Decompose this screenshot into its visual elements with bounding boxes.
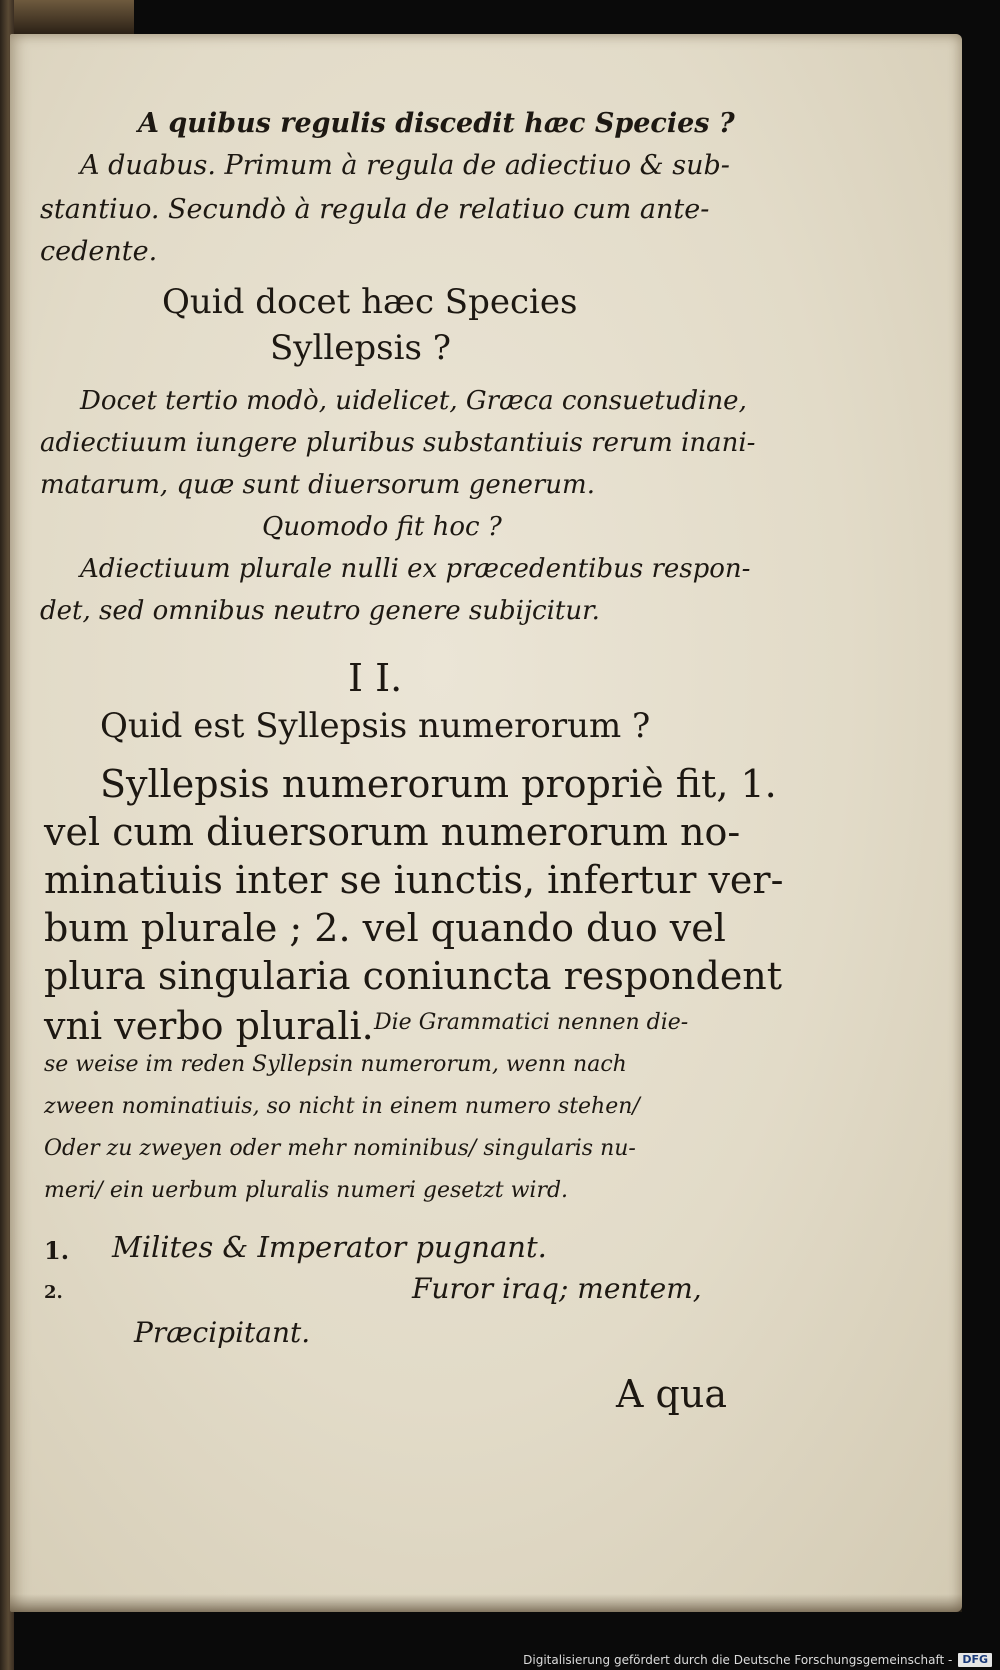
example-number: 2. — [44, 1282, 63, 1303]
example-line: Milites & Imperator pugnant. — [112, 1230, 547, 1264]
german-text-line: se weise im reden Syllepsin numerorum, wenn nach — [44, 1052, 627, 1077]
example-line: Furor iraq; mentem, — [412, 1272, 702, 1305]
question-heading: Syllepsis ? — [270, 328, 451, 368]
text-line: cedente. — [40, 236, 158, 267]
text-line: adiectiuum iungere pluribus substantiuis rerum inani- — [40, 428, 756, 458]
text-line: vni verbo plurali. — [44, 1004, 374, 1048]
digitization-footer — [523, 1651, 992, 1669]
footer-text: Digitalisierung gefördert durch die Deutsche Forschungsgemeinschaft - — [523, 1653, 953, 1667]
section-number: I I. — [348, 656, 403, 700]
text-line: minatiuis inter se iunctis, infertur ver- — [44, 858, 784, 902]
german-text-line: Oder zu zweyen oder mehr nominibus/ singularis nu- — [44, 1136, 636, 1161]
german-text-line: meri/ ein uerbum pluralis numeri gesetzt wird. — [44, 1178, 569, 1203]
question-heading: Quid docet hæc Species — [162, 282, 578, 322]
example-line: Præcipitant. — [134, 1316, 311, 1349]
text-line: A duabus. Primum à regula de adiectiuo & sub- — [80, 150, 730, 181]
text-line: det, sed omnibus neutro genere subijcitur. — [40, 596, 600, 626]
text-line: plura singularia coniuncta respondent — [44, 954, 783, 998]
example-number: 1. — [44, 1236, 70, 1265]
page-edge-shadow — [10, 1594, 962, 1612]
german-text-line: zween nominatiuis, so nicht in einem numero stehen/ — [44, 1094, 640, 1119]
catchword: A qua — [616, 1372, 727, 1416]
text-line: bum plurale ; 2. vel quando duo vel — [44, 906, 726, 950]
question-line: Quomodo fit hoc ? — [262, 512, 502, 542]
dfg-logo: DFG — [958, 1653, 992, 1667]
text-line: Docet tertio modò, uidelicet, Græca consuetudine, — [80, 386, 747, 416]
text-line: Syllepsis numerorum propriè fit, 1. — [100, 762, 777, 806]
text-line: vel cum diuersorum numerorum no- — [44, 810, 741, 854]
german-text-line: Die Grammatici nennen die- — [374, 1010, 689, 1035]
text-line: Adiectiuum plurale nulli ex præcedentibus respon- — [80, 554, 751, 584]
question-heading: Quid est Syllepsis numerorum ? — [100, 706, 651, 746]
text-line: matarum, quæ sunt diuersorum generum. — [40, 470, 595, 500]
question-line: A quibus regulis discedit hæc Species ? — [138, 108, 735, 139]
text-line: stantiuo. Secundò à regula de relatiuo cum ante- — [40, 194, 710, 225]
book-edge — [14, 0, 134, 34]
